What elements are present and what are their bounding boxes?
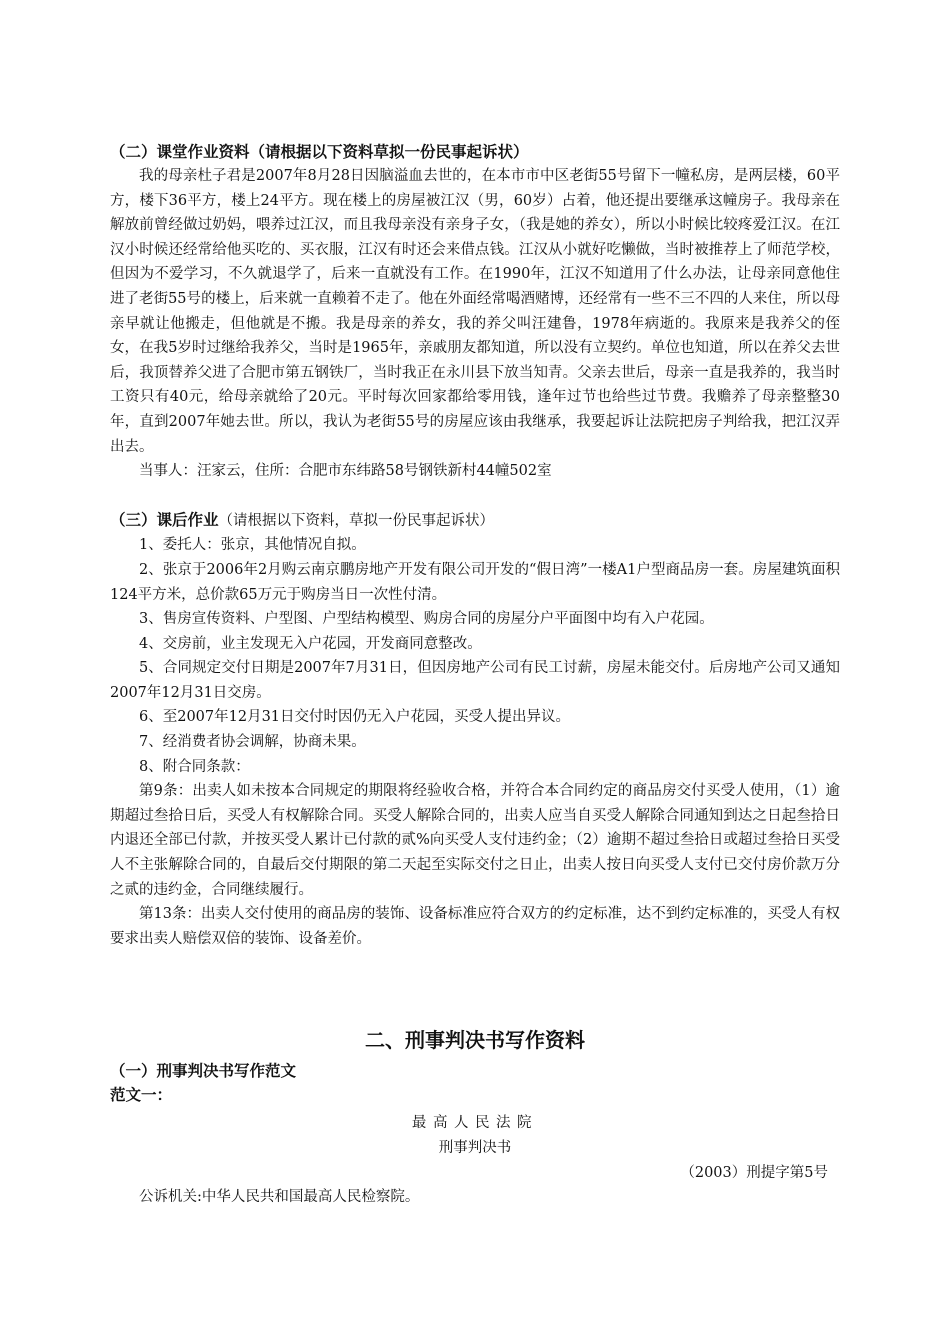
document-page: [110, 140, 840, 1210]
homework-heading-bold: （三）课后作业: [110, 510, 219, 529]
prosecutor-line: 公诉机关:中华人民共和国最高人民检察院。: [139, 1189, 420, 1206]
document-type: 刑事判决书: [438, 1140, 512, 1156]
section-subheading: （一）刑事判决书写作范文: [110, 1062, 297, 1081]
contract-clause-13: 第13条：出卖人交付使用的商品房的装饰、设备标准应符合双方的约定标准，达不到约定标准的，买受人有权要求出卖人赔偿双倍的装饰、设备差价。: [110, 906, 840, 947]
classwork-heading: （二）课堂作业资料（请根据以下资料草拟一份民事起诉状）: [110, 143, 529, 161]
spacer: [110, 484, 840, 508]
homework-item: 4、交房前，业主发现无入户花园，开发商同意整改。: [139, 635, 482, 652]
homework-item: 1、委托人：张京，其他情况自拟。: [139, 537, 366, 554]
homework-item: 3、售房宣传资料、户型图、户型结构模型、购房合同的房屋分户平面图中均有入户花园。: [139, 611, 714, 628]
case-number: （2003）刑提字第5号: [680, 1164, 828, 1181]
section-title: 二、刑事判决书写作资料: [365, 1028, 585, 1053]
court-name: 最高人民法院: [411, 1115, 539, 1132]
homework-item: 8、附合同条款：: [139, 758, 250, 775]
contract-clause-9: 第9条：出卖人如未按本合同规定的期限将经验收合格，并符合本合同约定的商品房交付买受人使用，（1）逾期超过叁拾日后，买受人有权解除合同。买受人解除合同的，出卖人应当自买受人解除合同通知到达之日起叁拾日内退还全部已付款，并按买受人累计已付款的贰%向买受人支付违约金；（2）逾期不超过叁拾日或超过叁拾日买受人不主张解除合同的，自最后交付期限的第二天起至实际交付之日止，出卖人按日向买受人支付已交付房价款万分之贰的违约金，合同继续履行。: [110, 783, 840, 898]
classwork-party: 当事人：汪家云，住所：合肥市东纬路58号钢铁新村44幢502室: [139, 463, 552, 480]
homework-item: 7、经消费者协会调解，协商未果。: [139, 734, 366, 751]
homework-item: 6、至2007年12月31日交付时因仍无入户花园，买受人提出异议。: [139, 709, 571, 726]
example-label: 范文一：: [110, 1086, 173, 1105]
homework-item: 2、张京于2006年2月购云南京鹏房地产开发有限公司开发的“假日湾”一楼A1户型商品房一套。房屋建筑面积124平方米，总价款65万元于购房当日一次性付清。: [110, 561, 840, 603]
homework-heading: [110, 508, 840, 534]
homework-item: 5、合同规定交付日期是2007年7月31日，但因房地产公司有民工讨薪，房屋未能交付。后房地产公司又通知2007年12月31日交房。: [110, 660, 840, 701]
classwork-body: 我的母亲杜子君是2007年8月28日因脑溢血去世的，在本市市中区老街55号留下一幢私房，是两层楼，60平方，楼下36平方，楼上24平方。现在楼上的房屋被江汉（男，60岁）占着，他还提出要继承这幢房子。我母亲在解放前曾经做过奶妈，喂养过江汉，而且我母亲没有亲身子女，（我是她的养女），所以小时候比较疼爱江汉。在江汉小时候还经常给他买吃的、买衣服，江汉有时还会来借点钱。江汉从小就好吃懒做，当时被推荐上了师范学校，但因为不爱学习，不久就退学了，后来一直就没有工作。在1990年，江汉不知道用了什么办法，让母亲同意他住进了老街55号的楼上，后来就一直赖着不走了。他在外面经常喝酒赌博，还经常有一些不三不四的人来住，所以母亲早就让他搬走，但他就是不搬。我是母亲的养女，我的养父叫汪建鲁，1978年病逝的。我原来是我养父的侄女，在我5岁时过继给我养父，当时是1965年，亲戚朋友都知道，所以没有立契约。单位也知道，所以在养父去世后，我顶替养父进了合肥市第五钢铁厂，当时我正在永川县下放当知青。父亲去世后，母亲一直是我养的，我当时工资只有40元，给母亲就给了20元。平时每次回家都给零用钱，逢年过节也给些过节费。我赡养了母亲整整30年，直到2007年她去世。所以，我认为老街55号的房屋应该由我继承，我要起诉让法院把房子判给我，把江汉弄出去。: [110, 168, 840, 455]
homework-heading-rest: （请根据以下资料，草拟一份民事起诉状）: [218, 512, 495, 529]
spacer: [110, 951, 840, 1025]
